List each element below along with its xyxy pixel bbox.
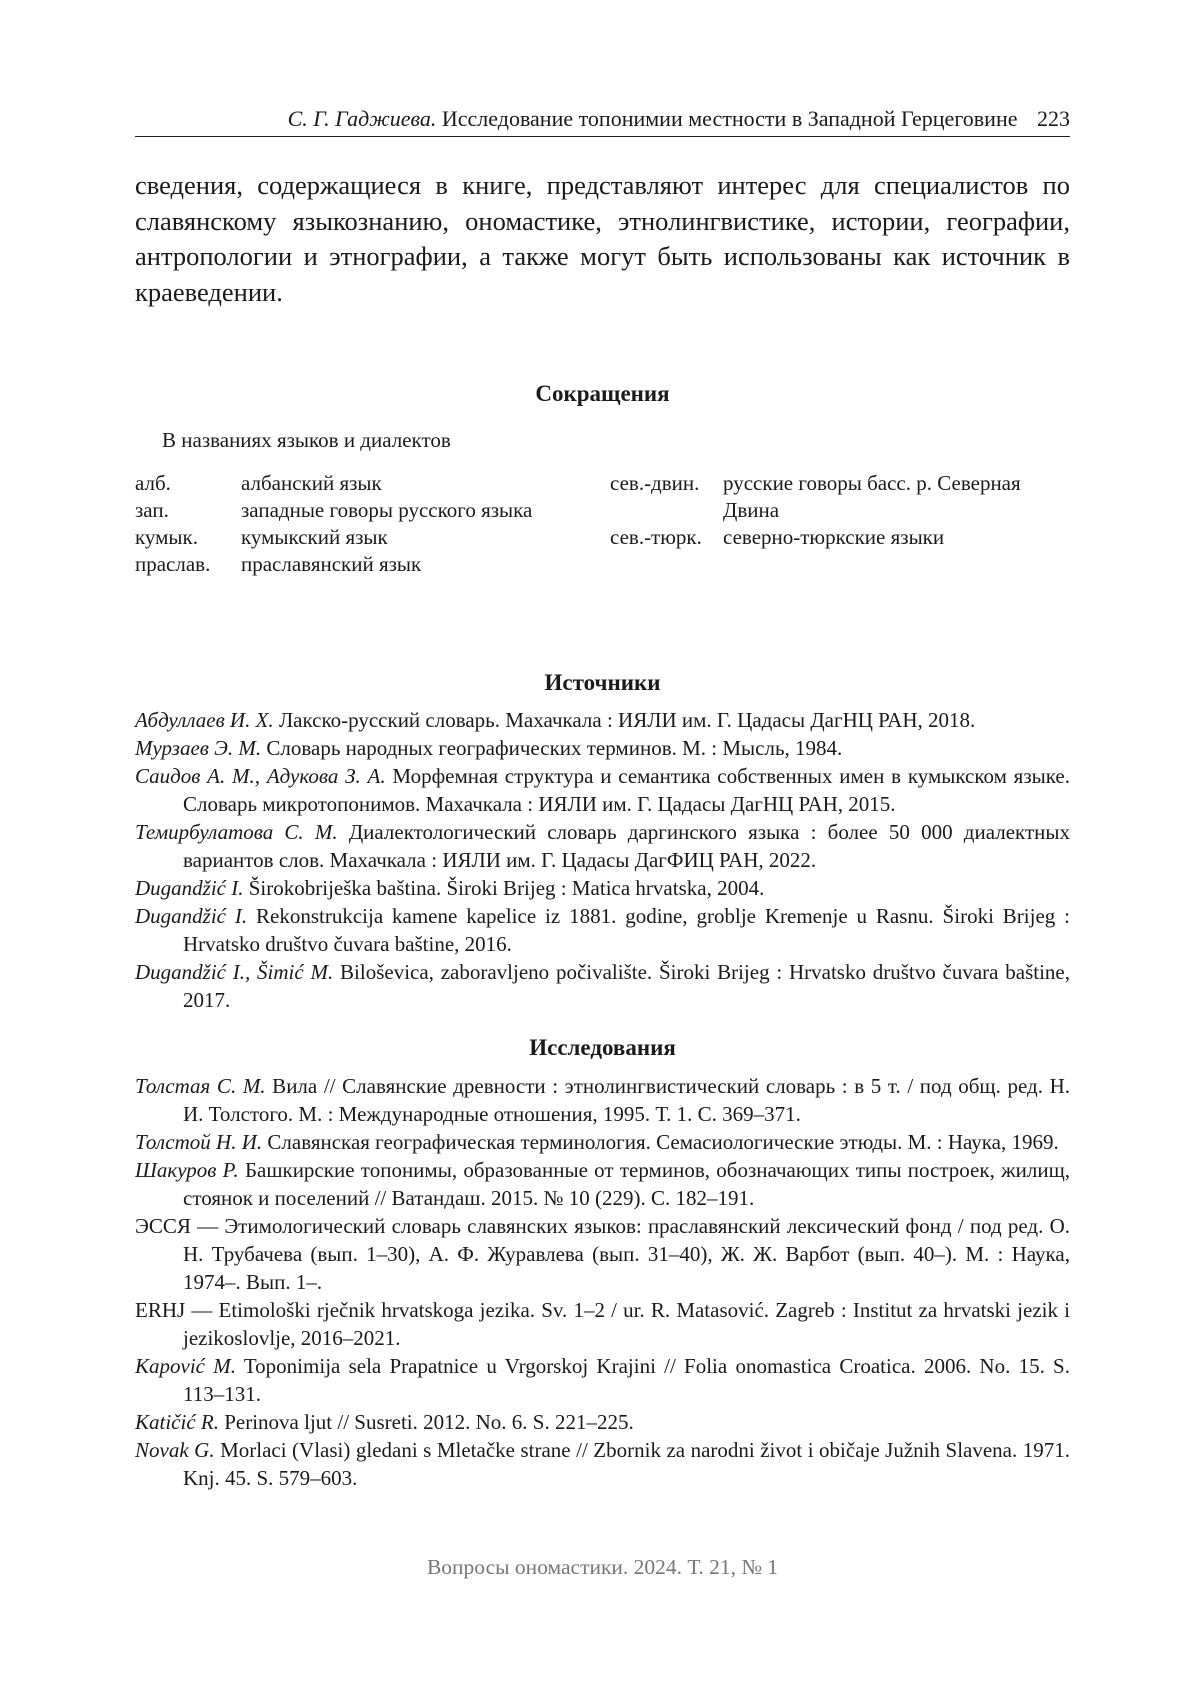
abbreviation-term: зап. bbox=[135, 498, 169, 522]
studies-heading: Исследования bbox=[529, 1035, 676, 1060]
sources-heading: Источники bbox=[544, 670, 661, 695]
reference-entry bbox=[135, 1156, 1070, 1212]
reference-text: Славянская географическая терминология. Семасиологические этюды. М. : Наука, 1969. bbox=[262, 1130, 1059, 1154]
reference-entry bbox=[135, 1072, 1070, 1128]
reference-entry bbox=[135, 958, 1070, 1014]
abbreviation-row bbox=[135, 470, 605, 497]
reference-author: Толстой Н. И. bbox=[135, 1130, 263, 1154]
abbreviation-term: алб. bbox=[135, 471, 171, 495]
reference-entry bbox=[135, 706, 1070, 734]
abbreviation-row bbox=[135, 497, 605, 524]
reference-author: Саидов А. М., Адукова З. А. bbox=[135, 764, 386, 788]
reference-entry bbox=[135, 874, 1070, 902]
abbreviation-row bbox=[135, 551, 605, 578]
reference-text: Башкирские топонимы, образованные от терминов, обозначающих типы построек, жилищ, стоянок и поселений // Ватандаш. 2015. № 10 (229). С. 182–191. bbox=[183, 1158, 1070, 1210]
reference-text: Словарь народных географических терминов. М. : Мысль, 1984. bbox=[261, 736, 843, 760]
abbreviation-term: кумык. bbox=[135, 525, 198, 549]
running-head-author: С. Г. Гаджиева. bbox=[287, 106, 437, 131]
page-number: 223 bbox=[1037, 106, 1070, 131]
reference-entry bbox=[135, 1352, 1070, 1408]
reference-text: Диалектологический словарь даргинского языка : более 50 000 диалектных вариантов слов. Махачкала : ИЯЛИ им. Г. Цадасы ДагФИЦ РАН, 2022. bbox=[183, 820, 1070, 872]
reference-text: Morlaci (Vlasi) gledani s Mletačke strane // Zbornik za narodni život i običaje Južnih Slavena. 1971. Knj. 45. S. 579–603. bbox=[183, 1438, 1070, 1490]
abbreviation-row bbox=[135, 524, 605, 551]
abbreviation-definition: кумыкский язык bbox=[241, 525, 388, 549]
abbreviation-term: сев.-двин. bbox=[610, 471, 700, 495]
reference-text: ERHJ — Etimološki rječnik hrvatskoga jezika. Sv. 1–2 / ur. R. Matasović. Zagreb : Institut za hrvatski jezik i jezikoslovlje, 2016–2021. bbox=[135, 1298, 1070, 1350]
running-head bbox=[135, 102, 1070, 137]
reference-author: Мурзаев Э. М. bbox=[135, 736, 262, 760]
abbreviation-row bbox=[610, 524, 1070, 551]
sources-list bbox=[135, 706, 1070, 1014]
abbreviation-term: сев.-тюрк. bbox=[610, 525, 702, 549]
reference-entry bbox=[135, 762, 1070, 818]
journal-footer: Вопросы ономастики. 2024. Т. 21, № 1 bbox=[426, 1555, 779, 1579]
abbreviation-definition: русские говоры басс. р. Северная Двина bbox=[723, 471, 1021, 522]
reference-entry bbox=[135, 734, 1070, 762]
abbreviation-definition: албанский язык bbox=[241, 471, 382, 495]
abbreviation-definition: северно-тюркские языки bbox=[723, 525, 945, 549]
reference-author: Темирбулатова С. М. bbox=[135, 820, 338, 844]
reference-author: Толстая С. М. bbox=[135, 1074, 266, 1098]
reference-entry bbox=[135, 902, 1070, 958]
abbreviations-heading: Сокращения bbox=[535, 381, 670, 406]
reference-entry bbox=[135, 818, 1070, 874]
reference-author: Dugandžić I. bbox=[135, 876, 244, 900]
reference-text: Вила // Славянские древности : этнолингвистический словарь : в 5 т. / под общ. ред. Н. И. Толстого. М. : Международные отношения, 1995. Т. 1. С. 369–371. bbox=[183, 1074, 1070, 1126]
abbreviations-right-column bbox=[610, 470, 1070, 551]
reference-text: Лакско-русский словарь. Махачкала : ИЯЛИ им. Г. Цадасы ДагНЦ РАН, 2018. bbox=[273, 708, 976, 732]
abbreviation-term: праслав. bbox=[135, 552, 211, 576]
reference-entry bbox=[135, 1408, 1070, 1436]
abbreviation-row bbox=[610, 470, 1070, 524]
reference-author: Абдуллаев И. Х. bbox=[135, 708, 274, 732]
reference-text: Širokobriješka baština. Široki Brijeg : Matica hrvatska, 2004. bbox=[243, 876, 765, 900]
studies-list bbox=[135, 1072, 1070, 1492]
reference-author: Kapović M. bbox=[135, 1354, 236, 1378]
reference-author: Шакуров Р. bbox=[135, 1158, 239, 1182]
reference-author: Dugandžić I., Šimić M. bbox=[135, 960, 334, 984]
reference-entry bbox=[135, 1296, 1070, 1352]
reference-text: ЭССЯ — Этимологический словарь славянских языков: праславянский лексический фонд / под ред. О. Н. Трубачева (вып. 1–30), А. Ф. Журавлева (вып. 31–40), Ж. Ж. Варбот (вып. 40–). М. : Наука, 1974–. Вып. 1–. bbox=[135, 1214, 1070, 1294]
reference-author: Dugandžić I. bbox=[135, 904, 248, 928]
abbreviation-definition: западные говоры русского языка bbox=[241, 498, 533, 522]
reference-text: Rekonstrukcija kamene kapelice iz 1881. godine, groblje Kremenje u Rasnu. Široki Brijeg : Hrvatsko društvo čuvara baštine, 2016. bbox=[183, 904, 1070, 956]
reference-text: Toponimija sela Prapatnice u Vrgorskoj Krajini // Folia onomastica Croatica. 2006. No. 15. S. 113–131. bbox=[183, 1354, 1070, 1406]
reference-entry bbox=[135, 1128, 1070, 1156]
reference-author: Katičić R. bbox=[135, 1410, 219, 1434]
running-head-title: Исследование топонимии местности в Западной Герцеговине bbox=[441, 106, 1018, 131]
abbreviations-left-column bbox=[135, 470, 605, 578]
abbreviation-definition: праславянский язык bbox=[241, 552, 422, 576]
abbreviations-subheading: В названиях языков и диалектов bbox=[162, 428, 451, 452]
reference-author: Novak G. bbox=[135, 1438, 215, 1462]
reference-entry bbox=[135, 1212, 1070, 1296]
reference-text: Perinova ljut // Susreti. 2012. No. 6. S. 221–225. bbox=[218, 1410, 634, 1434]
reference-entry bbox=[135, 1436, 1070, 1492]
reference-text: Морфемная структура и семантика собственных имен в кумыкском языке. Словарь микротопонимов. Махачкала : ИЯЛИ им. Г. Цадасы ДагНЦ РАН, 2015. bbox=[183, 764, 1070, 816]
intro-paragraph: сведения, содержащиеся в книге, представляют интерес для специалистов по славянскому языкознанию, ономастике, этнолингвистике, истории, географии, антропологии и этнографии, а также могут быть использованы как источник в краеведении. bbox=[135, 170, 1070, 307]
reference-text: Biloševica, zaboravljeno počivalište. Široki Brijeg : Hrvatsko društvo čuvara baštine, 2017. bbox=[183, 960, 1071, 1012]
